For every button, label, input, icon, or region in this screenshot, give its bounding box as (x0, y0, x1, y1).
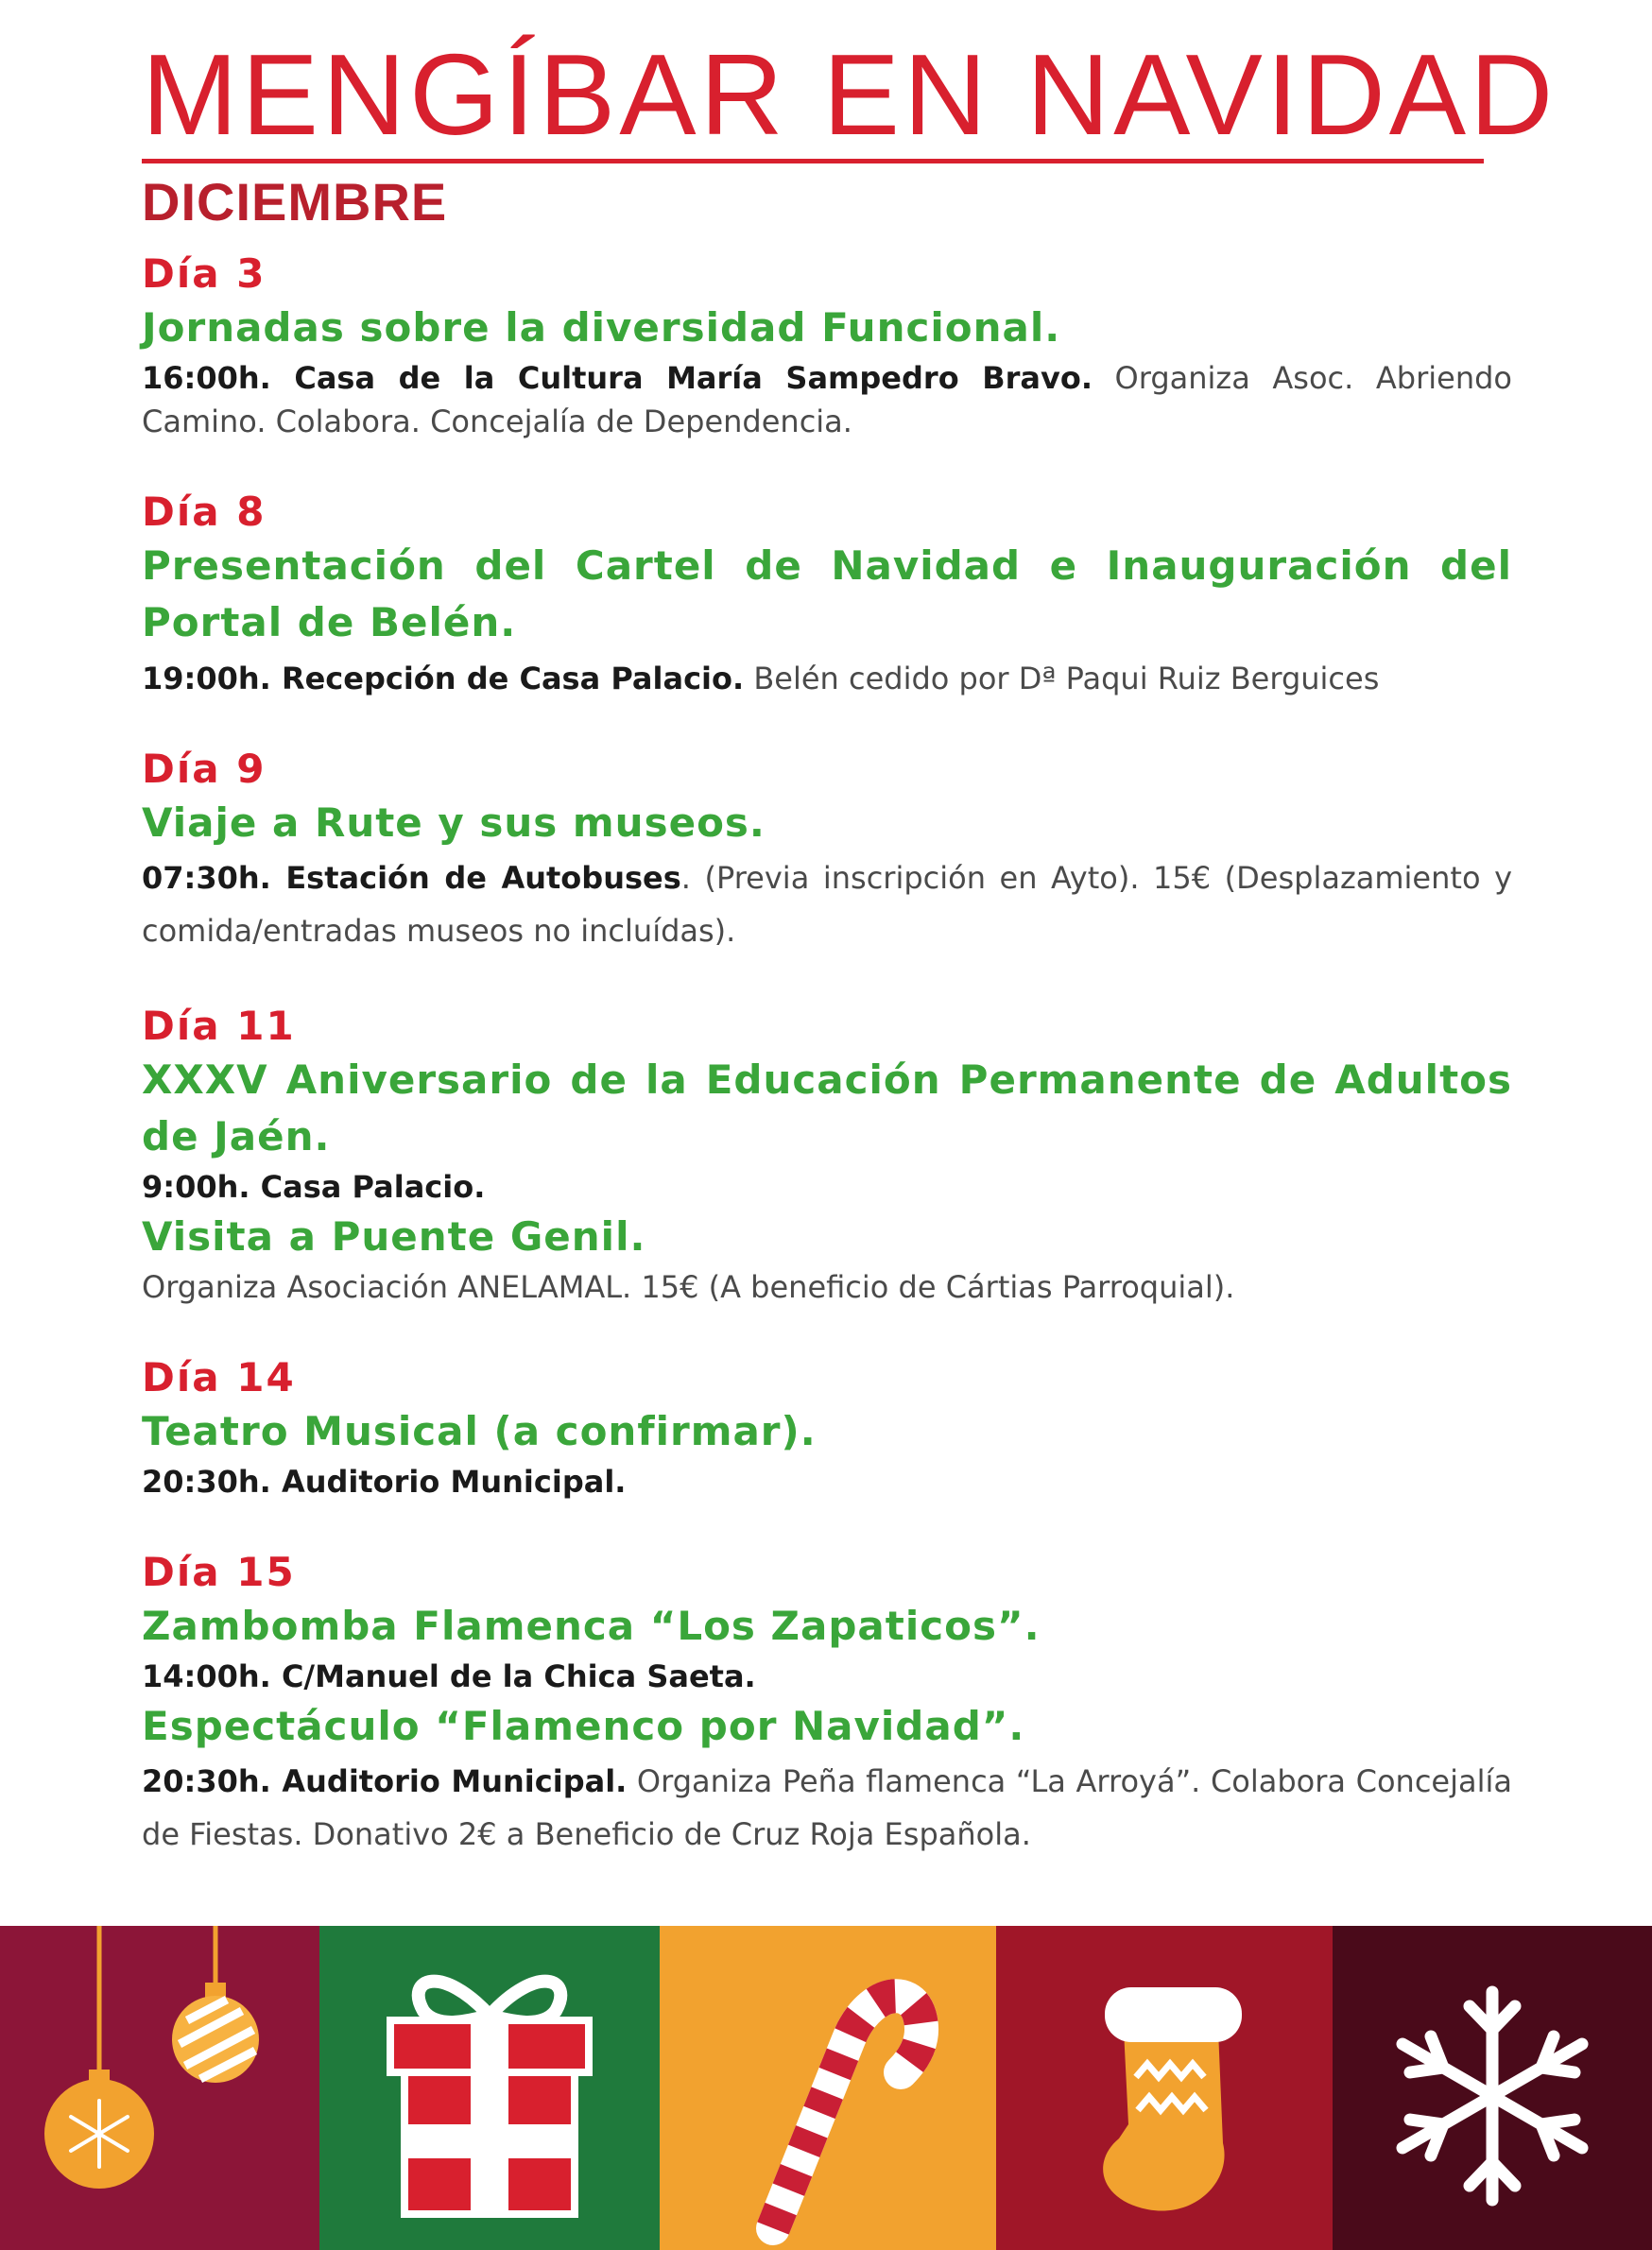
event-title: Espectáculo “Flamenco por Navidad”. (142, 1703, 1025, 1749)
day-label: Día 3 (142, 250, 267, 297)
ornaments-panel (0, 1926, 319, 2250)
day-label: Día 9 (142, 746, 267, 792)
event-detail (142, 1165, 1512, 1209)
event-time-place: 16:00h. Casa de la Cultura María Sampedro Bravo. (142, 360, 1093, 396)
event-detail (142, 657, 1512, 700)
event-time-place: 20:30h. Auditorio Municipal. (142, 1763, 628, 1799)
event-time-place: 19:00h. Recepción de Casa Palacio. (142, 661, 745, 696)
day-block (142, 1001, 1512, 1309)
event-note: Belén cedido por Dª Paqui Ruiz Berguices (744, 661, 1380, 696)
candy-cane-icon (660, 1926, 996, 2250)
event-time-place: 07:30h. Estación de Autobuses (142, 860, 681, 896)
event-note: . (Previa inscripción en Ayto). 15€ (Desplazamiento y comida/entradas museos no incluídas). (142, 860, 1513, 949)
day-block (142, 249, 1512, 443)
day-label: Día 15 (142, 1549, 296, 1595)
day-block (142, 1352, 1512, 1503)
event-note: Organiza Asoc. Abriendo Camino. Colabora. Concejalía de Dependencia. (142, 360, 1513, 439)
event-detail (142, 851, 1512, 957)
event-title: Visita a Puente Genil. (142, 1213, 646, 1260)
event-note: Organiza Asociación ANELAMAL. 15€ (A beneficio de Cártias Parroquial). (142, 1269, 1235, 1305)
event-title: Jornadas sobre la diversidad Funcional. (142, 304, 1061, 351)
christmas-banner (0, 1926, 1652, 2250)
event-title: Zambomba Flamenca “Los Zapaticos”. (142, 1603, 1041, 1649)
event-note: Organiza Peña flamenca “La Arroyá”. Colabora Concejalía de Fiestas. Donativo 2€ a Beneficio de Cruz Roja Española. (142, 1763, 1513, 1852)
gift-icon (319, 1926, 660, 2250)
event-title: Presentación del Cartel de Navidad e Inauguración del Portal de Belén. (142, 542, 1512, 645)
event-detail (142, 1755, 1512, 1861)
event-time-place: 20:30h. Auditorio Municipal. (142, 1464, 627, 1500)
snowflake-icon (1333, 1926, 1652, 2250)
day-block (142, 487, 1512, 700)
event-time-place: 9:00h. Casa Palacio. (142, 1169, 486, 1205)
stocking-icon (996, 1926, 1333, 2250)
event-title: Teatro Musical (a confirmar). (142, 1408, 817, 1454)
event-detail (142, 1655, 1512, 1698)
event-title: Viaje a Rute y sus museos. (142, 799, 766, 846)
event-time-place: 14:00h. C/Manuel de la Chica Saeta. (142, 1658, 756, 1694)
month-heading: DICIEMBRE (142, 172, 448, 232)
event-detail (142, 1265, 1512, 1309)
candy-cane-panel (660, 1926, 996, 2250)
day-label: Día 14 (142, 1354, 296, 1400)
event-detail (142, 1460, 1512, 1503)
page-title: MENGÍBAR EN NAVIDAD (142, 30, 1557, 159)
day-block (142, 744, 1512, 957)
gift-panel (319, 1926, 660, 2250)
day-block (142, 1547, 1512, 1861)
stocking-panel (996, 1926, 1333, 2250)
event-title: XXXV Aniversario de la Educación Permanente de Adultos de Jaén. (142, 1056, 1512, 1159)
day-label: Día 11 (142, 1003, 296, 1049)
program-content (142, 30, 1557, 1861)
day-label: Día 8 (142, 489, 267, 535)
ornaments-icon (0, 1926, 319, 2250)
snowflake-panel (1333, 1926, 1652, 2250)
event-detail (142, 356, 1512, 443)
title-underline (142, 159, 1484, 163)
